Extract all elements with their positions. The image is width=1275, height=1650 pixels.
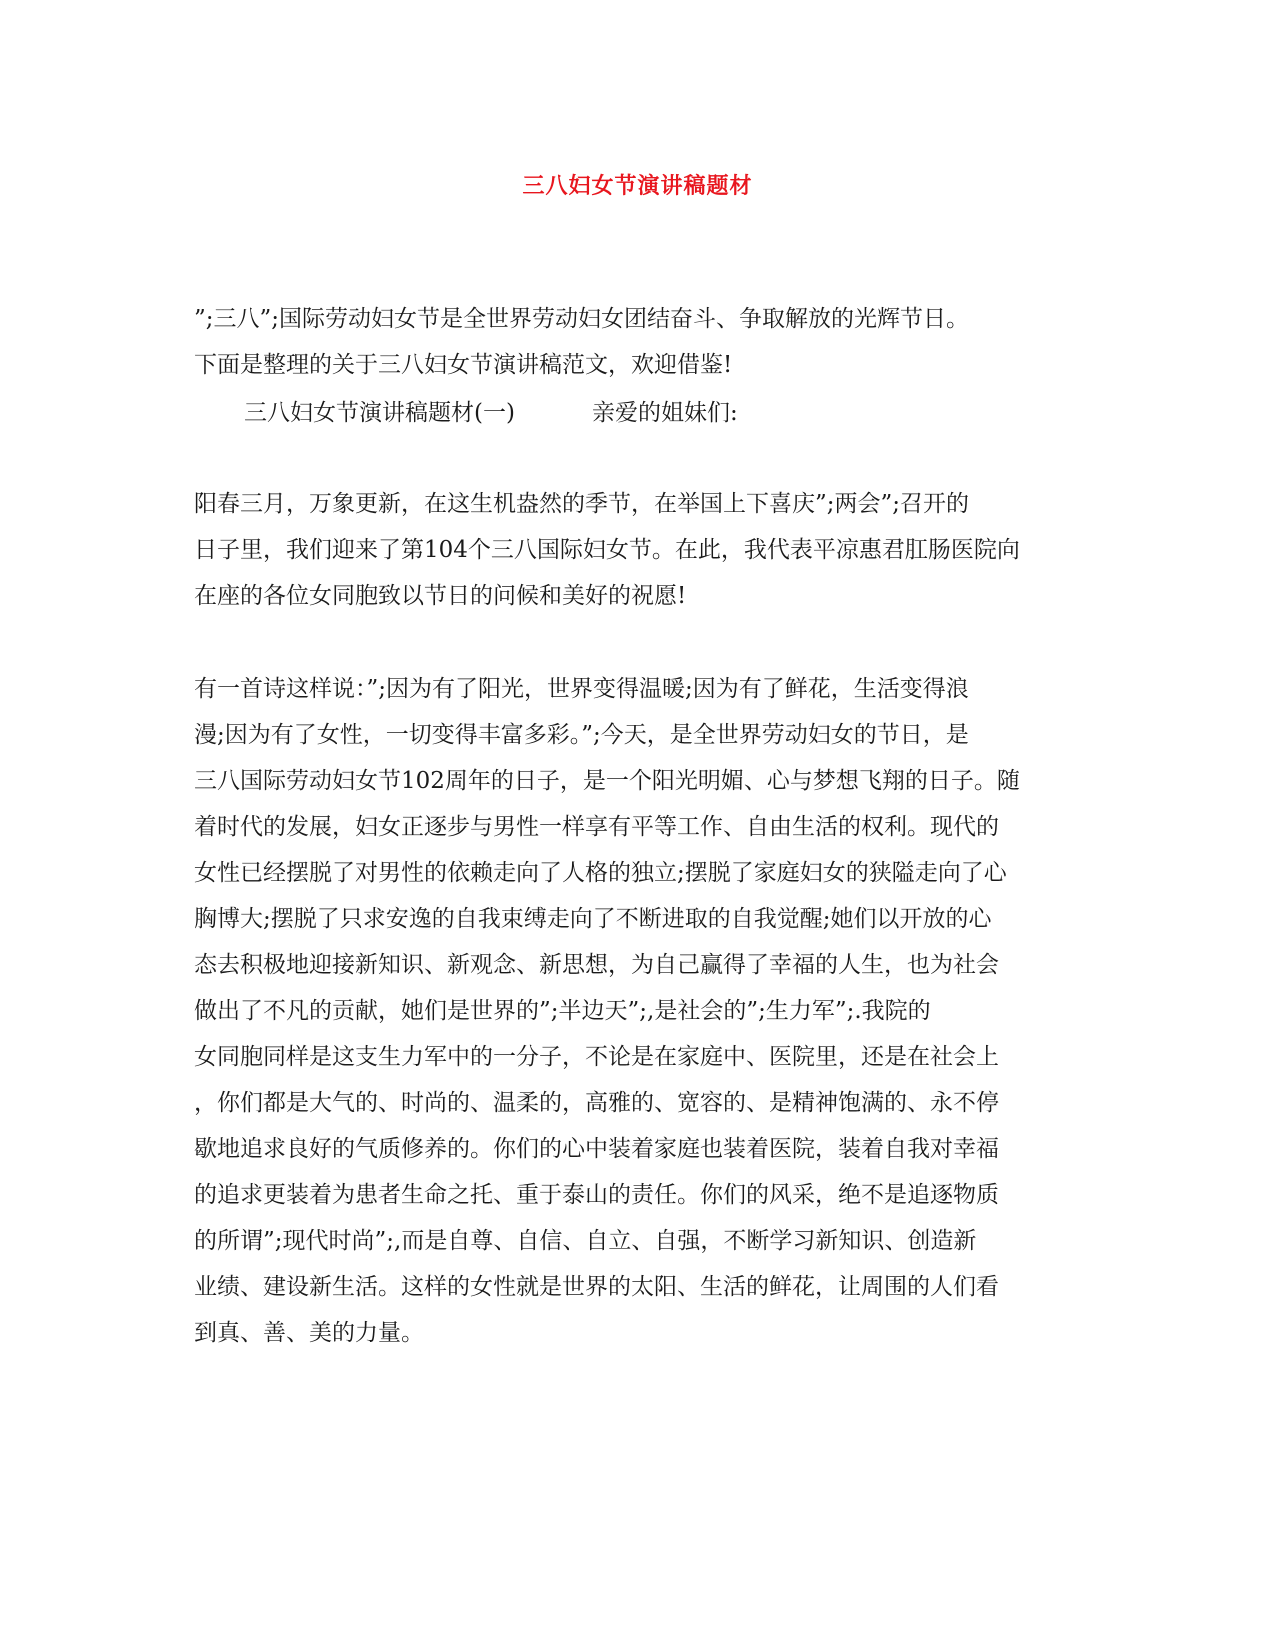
paragraph-line: 女同胞同样是这支生力军中的一分子，不论是在家庭中、医院里，还是在社会上 bbox=[194, 1044, 999, 1070]
intro-line: 下面是整理的关于三八妇女节演讲稿范文，欢迎借鉴! bbox=[194, 352, 733, 378]
paragraph-line: 态去积极地迎接新知识、新观念、新思想，为自己赢得了幸福的人生，也为社会 bbox=[194, 952, 999, 978]
intro-line: ”;三八”;国际劳动妇女节是全世界劳动妇女团结奋斗、争取解放的光辉节日。 bbox=[194, 306, 970, 332]
paragraph-line: 胸博大;摆脱了只求安逸的自我束缚走向了不断进取的自我觉醒;她们以开放的心 bbox=[194, 906, 992, 932]
paragraph-line: 歇地追求良好的气质修养的。你们的心中装着家庭也装着医院，装着自我对幸福 bbox=[194, 1136, 999, 1162]
paragraph-line: 日子里，我们迎来了第104个三八国际妇女节。在此，我代表平凉惠君肛肠医院向 bbox=[194, 537, 1020, 563]
paragraph-line: 在座的各位女同胞致以节日的问候和美好的祝愿! bbox=[194, 583, 687, 609]
paragraph-line: 到真、善、美的力量。 bbox=[194, 1320, 424, 1346]
paragraph-line: 业绩、建设新生活。这样的女性就是世界的太阳、生活的鲜花，让周围的人们看 bbox=[194, 1274, 999, 1300]
paragraph-line: 的所谓”;现代时尚”;,而是自尊、自信、自立、自强，不断学习新知识、创造新 bbox=[194, 1228, 977, 1254]
paragraph-line: 漫;因为有了女性，一切变得丰富多彩。”;今天，是全世界劳动妇女的节日，是 bbox=[194, 722, 969, 748]
paragraph-line: 阳春三月，万象更新，在这生机盎然的季节，在举国上下喜庆”;两会”;召开的 bbox=[194, 491, 970, 517]
paragraph-line: ，你们都是大气的、时尚的、温柔的，高雅的、宽容的、是精神饱满的、永不停 bbox=[194, 1090, 999, 1116]
paragraph-line: 三八国际劳动妇女节102周年的日子，是一个阳光明媚、心与梦想飞翔的日子。随 bbox=[194, 768, 1020, 794]
paragraph-line: 的追求更装着为患者生命之托、重于泰山的责任。你们的风采，绝不是追逐物质 bbox=[194, 1182, 999, 1208]
document-title: 三八妇女节演讲稿题材 bbox=[522, 173, 753, 199]
paragraph-line: 女性已经摆脱了对男性的依赖走向了人格的独立;摆脱了家庭妇女的狭隘走向了心 bbox=[194, 860, 1007, 886]
paragraph-line: 着时代的发展，妇女正逐步与男性一样享有平等工作、自由生活的权利。现代的 bbox=[194, 814, 999, 840]
section-heading: 三八妇女节演讲稿题材(一) bbox=[244, 400, 515, 426]
paragraph-line: 做出了不凡的贡献，她们是世界的”;半边天”;,是社会的”;生力军”;.我院的 bbox=[194, 998, 931, 1024]
salutation: 亲爱的姐妹们: bbox=[592, 400, 738, 426]
paragraph-line: 有一首诗这样说：”;因为有了阳光，世界变得温暖;因为有了鲜花，生活变得浪 bbox=[194, 676, 969, 702]
